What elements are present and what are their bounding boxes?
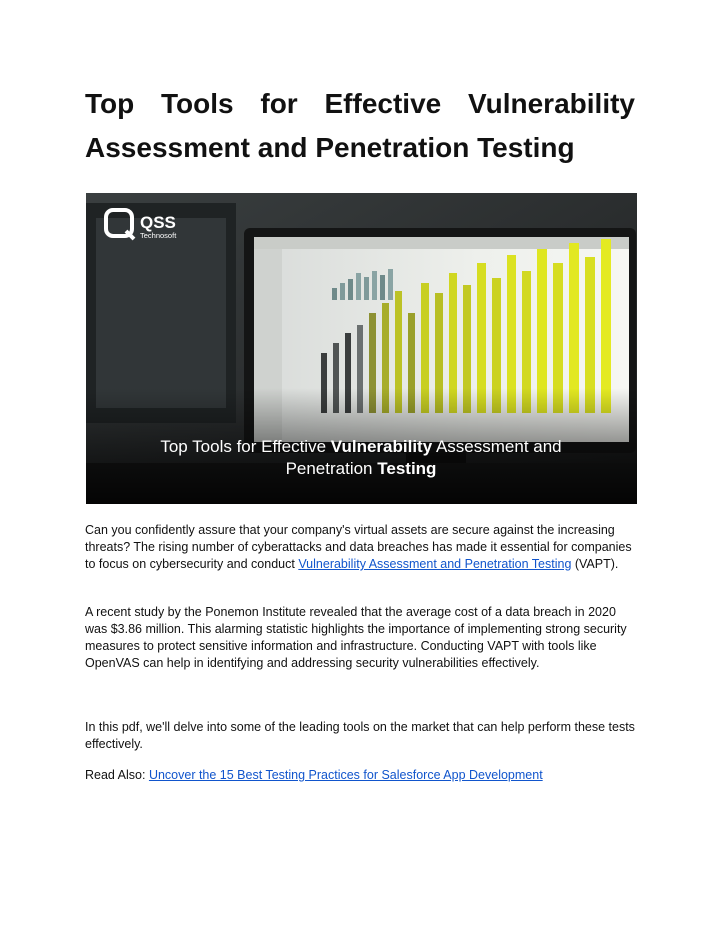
hero-image [86, 193, 637, 504]
read-also-paragraph [85, 767, 640, 784]
hero-caption-line-2: Penetration Testing [285, 459, 437, 478]
pdf-paragraph: In this pdf, we'll delve into some of the leading tools on the market that can help perform these tests effectively. [85, 720, 635, 751]
page-title [85, 82, 635, 170]
intro-tail: (VAPT). [571, 557, 619, 571]
read-also-label: Read Also: [85, 768, 149, 782]
intro-paragraph [85, 522, 640, 573]
hero-illustration [86, 193, 637, 504]
logo-subtext: Technosoft [140, 231, 177, 240]
title-line-1: Top Tools for Effective Vulnerability [85, 88, 635, 119]
hero-caption-line-1: Top Tools for Effective Vulnerability Assessment and [160, 437, 562, 456]
logo-text: QSS [140, 213, 176, 232]
study-paragraph: A recent study by the Ponemon Institute revealed that the average cost of a data breach in 2020 was $3.86 million. This alarming statistic highlights the importance of implementing strong security measures to protect sensitive information and infrastructure. Conducting VAPT with tools like OpenVAS can help in identifying and addressing security vulnerabilities effectively. [85, 605, 627, 670]
intro-text: Can you confidently assure that your company's virtual assets are secure against the increasing threats? The rising number of cyberattacks and data breaches has made it essential for companies to focus on cybersecurity and conduct [85, 523, 632, 571]
vapt-link[interactable]: Vulnerability Assessment and Penetration Testing [298, 557, 572, 571]
title-line-2: Assessment and Penetration Testing [85, 132, 575, 163]
read-also-link[interactable]: Uncover the 15 Best Testing Practices for Salesforce App Development [148, 768, 543, 782]
